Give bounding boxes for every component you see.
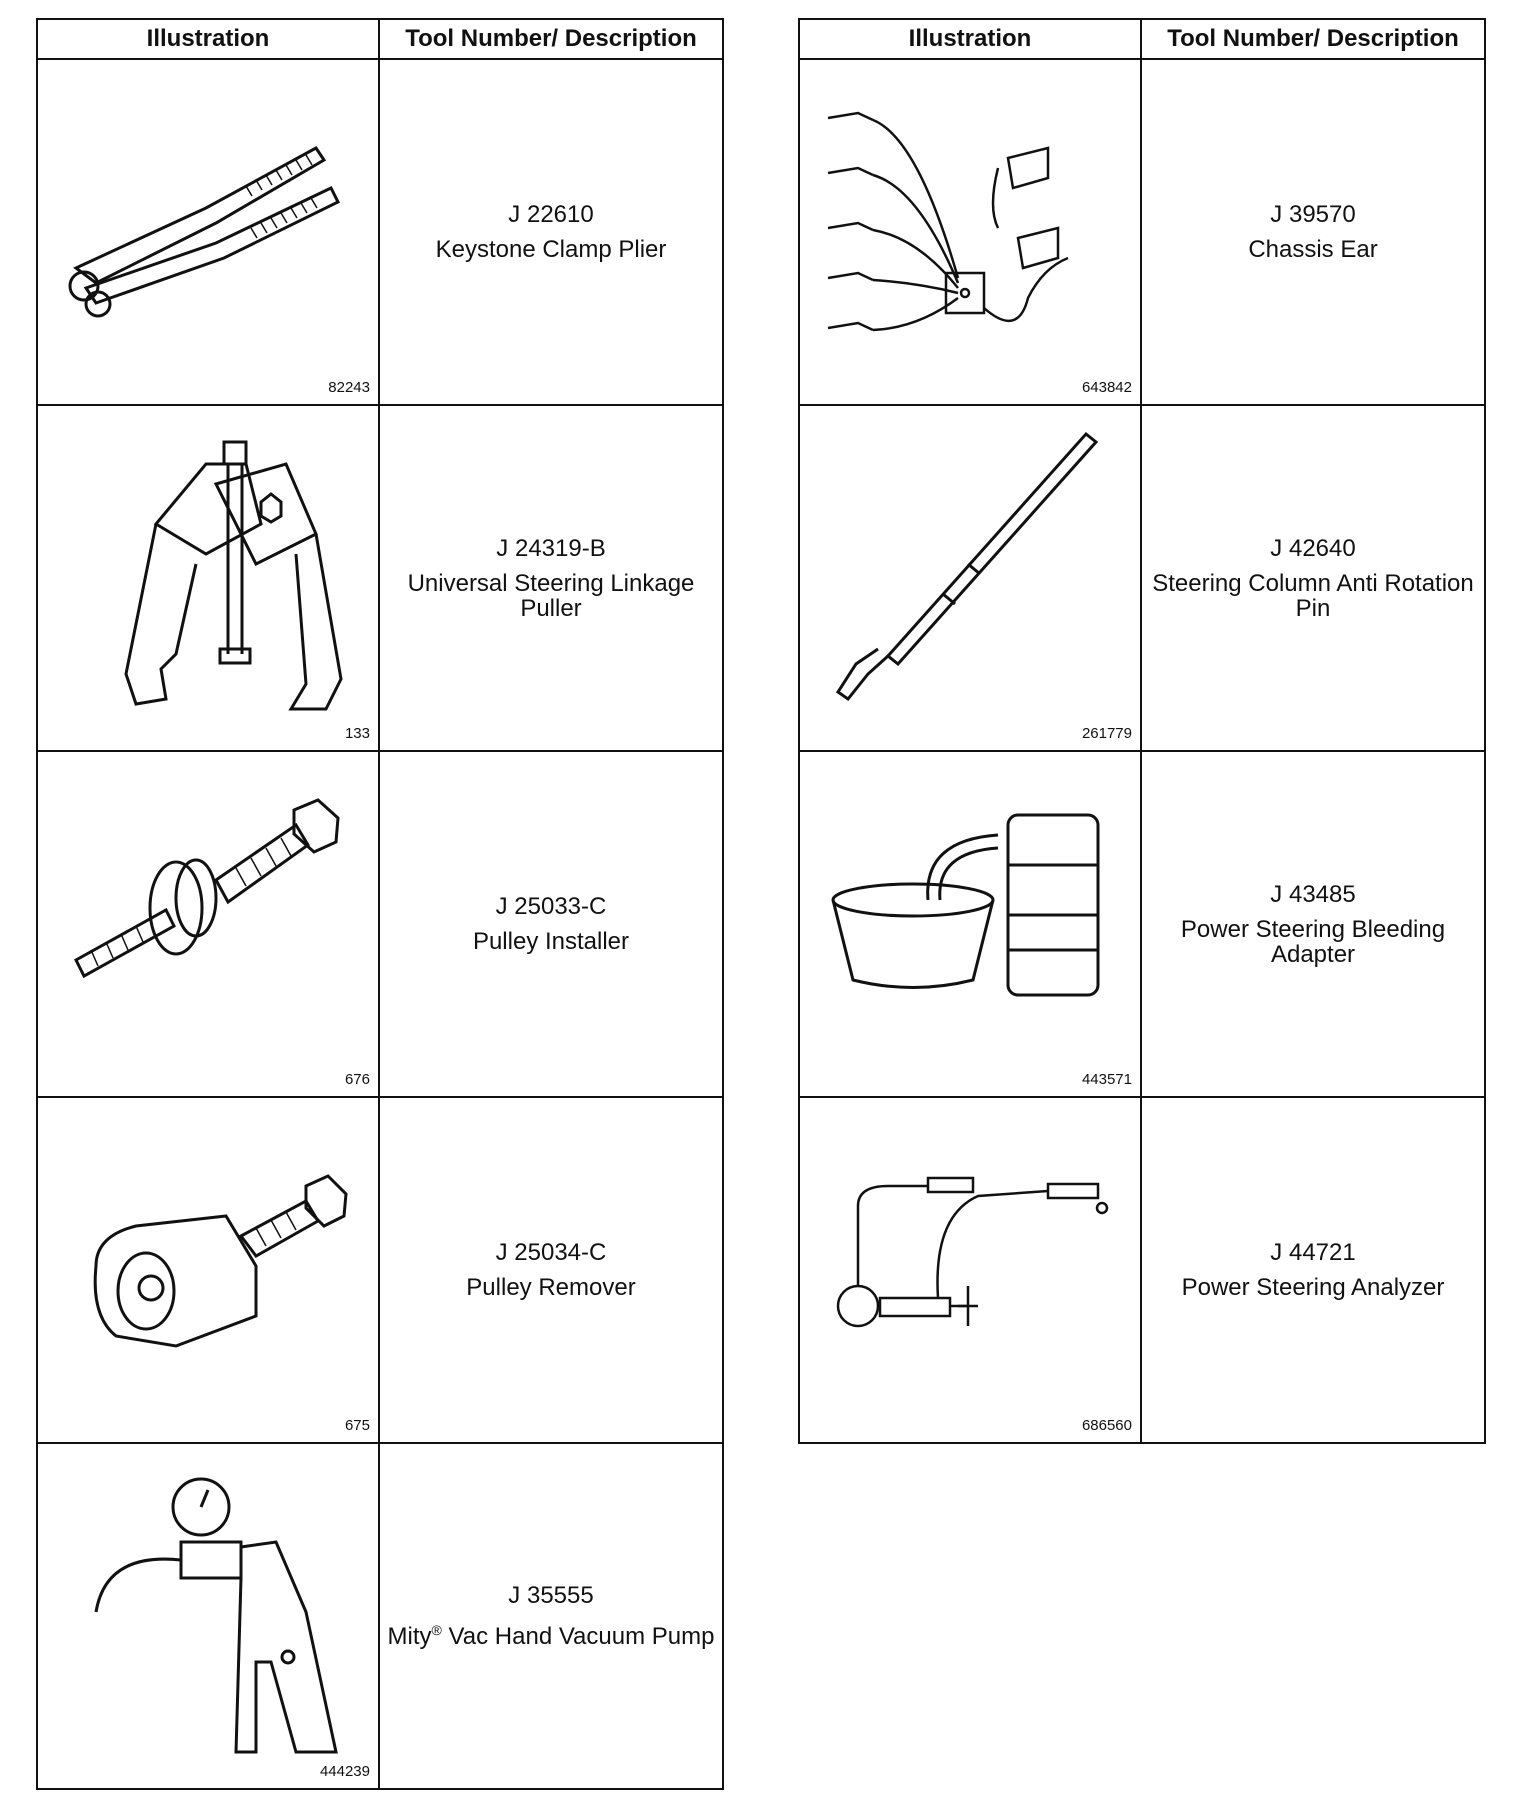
illustration-cell: [37, 751, 379, 1097]
tool-description: Chassis Ear: [1248, 236, 1378, 263]
header-illustration: Illustration: [37, 19, 379, 59]
tool-number: J 43485: [1270, 880, 1356, 908]
tool-description-cell: [1141, 405, 1485, 751]
table-row: [37, 1443, 723, 1789]
tool-description: Pulley Installer: [472, 928, 630, 955]
illustration-cell: [37, 1443, 379, 1789]
figure-number: 643842: [1081, 379, 1132, 396]
header-illustration: Illustration: [799, 19, 1141, 59]
pulley-installer-icon: [56, 770, 356, 1050]
tool-number: J 25034-C: [495, 1239, 607, 1266]
table-row: [799, 751, 1485, 1097]
tool-description-cell: [1141, 751, 1485, 1097]
figure-number: 261779: [1081, 725, 1132, 742]
tool-number: J 44721: [1270, 1239, 1356, 1266]
figure-number: 686560: [1081, 1417, 1132, 1434]
anti-rotation-pin-icon: [818, 424, 1118, 704]
tool-number: J 22610: [508, 201, 594, 228]
table-row: [799, 1097, 1485, 1443]
steering-analyzer-icon: [818, 1116, 1118, 1396]
tool-number: J 25033-C: [495, 893, 607, 920]
chassis-ear-icon: [818, 78, 1118, 358]
figure-number: 133: [344, 725, 370, 742]
figure-number: 443571: [1081, 1071, 1132, 1088]
pulley-remover-icon: [56, 1116, 356, 1396]
tool-description: Power Steering Analyzer: [1181, 1274, 1445, 1301]
tool-description: Keystone Clamp Plier: [435, 236, 667, 263]
table-row: [37, 59, 723, 405]
tool-description: Steering Column Anti Rotation Pin: [1152, 569, 1474, 622]
tool-description-cell: [379, 1097, 723, 1443]
linkage-puller-icon: [56, 424, 356, 714]
figure-number: 444239: [319, 1763, 370, 1780]
vacuum-pump-icon: [56, 1462, 356, 1762]
header-row: [799, 19, 1485, 59]
tool-description: Power Steering Bleeding Adapter: [1180, 915, 1446, 968]
illustration-cell: [799, 405, 1141, 751]
tool-description-cell: [1141, 59, 1485, 405]
illustration-cell: [799, 59, 1141, 405]
table-row: [37, 751, 723, 1097]
illustration-cell: [37, 405, 379, 751]
clamp-plier-icon: [56, 78, 356, 358]
illustration-cell: [799, 751, 1141, 1097]
tool-description-cell: [379, 59, 723, 405]
tool-description: Universal Steering Linkage Puller: [407, 569, 695, 622]
tool-number: J 42640: [1270, 534, 1356, 562]
figure-number: 82243: [328, 379, 370, 396]
tool-description-cell: [379, 751, 723, 1097]
illustration-cell: [799, 1097, 1141, 1443]
illustration-cell: [37, 1097, 379, 1443]
tool-table-right: [798, 18, 1486, 1444]
tool-number: J 24319-B: [496, 534, 606, 562]
tool-number: J 39570: [1270, 201, 1356, 228]
tool-description: Mity® Vac Hand Vacuum Pump: [387, 1622, 715, 1650]
bleeding-adapter-icon: [818, 770, 1118, 1050]
table-row: [799, 405, 1485, 751]
header-row: [37, 19, 723, 59]
table-row: [37, 1097, 723, 1443]
tool-description-cell: [1141, 1097, 1485, 1443]
illustration-cell: [37, 59, 379, 405]
figure-number: 676: [344, 1071, 370, 1088]
figure-number: 675: [344, 1417, 370, 1434]
tool-description: Pulley Remover: [466, 1274, 636, 1301]
table-row: [799, 59, 1485, 405]
tool-number: J 35555: [508, 1582, 594, 1609]
header-tool-description: Tool Number/ Description: [1141, 19, 1485, 59]
header-tool-description: Tool Number/ Description: [379, 19, 723, 59]
tool-table-left: [36, 18, 724, 1790]
tool-description-cell: [379, 405, 723, 751]
tool-description-cell: [379, 1443, 723, 1789]
table-row: [37, 405, 723, 751]
